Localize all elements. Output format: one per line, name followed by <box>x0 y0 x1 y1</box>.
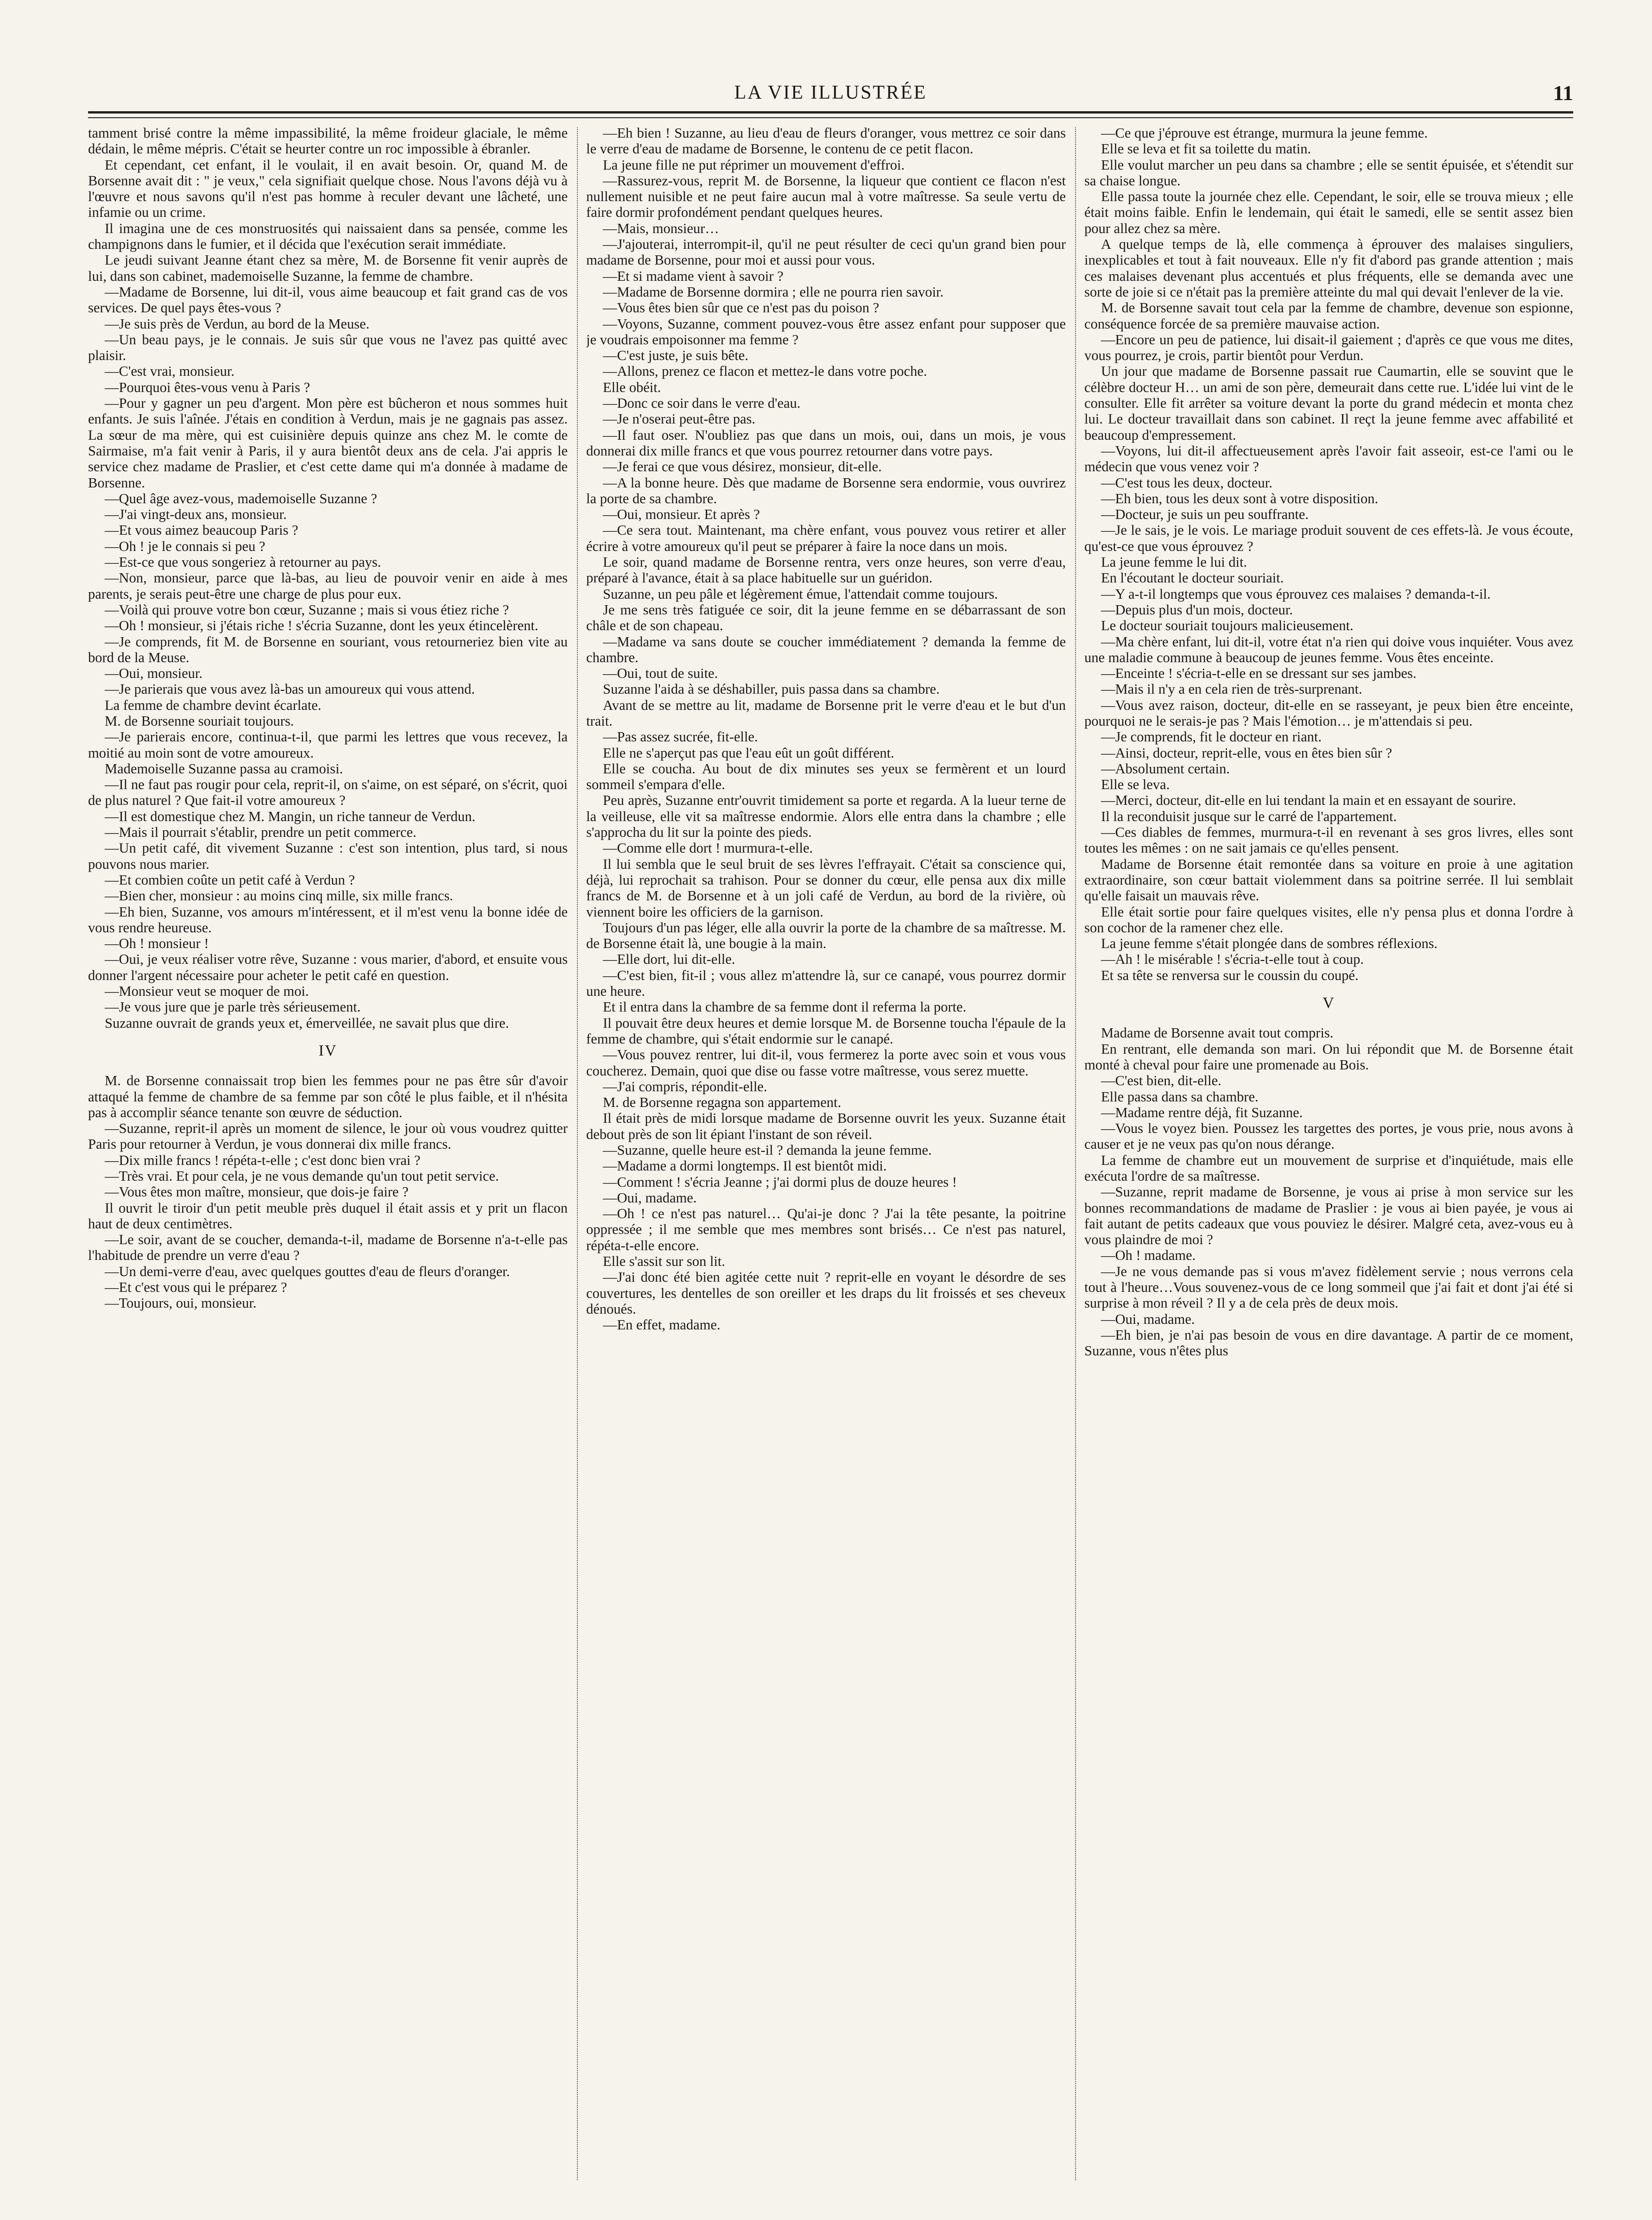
paragraph: —Oui, monsieur. Et après ? <box>603 506 760 523</box>
paragraph: Peu après, Suzanne entr'ouvrit timidement sa porte et regarda. A la lueur terne de la veilleuse, elle vit sa maîtresse endormie. Alors elle entra dans la chambre ; elle s'approcha du lit sur la pointe des pieds. <box>586 792 1066 841</box>
paragraph: —C'est bien, dit-elle. <box>1101 1073 1222 1089</box>
paragraph: —Toujours, oui, monsieur. <box>105 1295 257 1311</box>
paragraph: —Pour y gagner un peu d'argent. Mon père est bûcheron et nous sommes huit enfants. Je suis l'aînée. J'étais en condition à Verdun, mais je ne gagnais pas assez. La sœur de ma mère, qui est cuisinière depuis quinze ans chez M. le comte de Sairmaise, m'a fait venir à Paris, il y aura bientôt deux ans de cela. J'ai appris le service chez madame de Praslier, et c'est cette dame qui m'a donnée à madame de Borsenne. <box>88 395 568 491</box>
paragraph: —Madame a dormi longtemps. Il est bientôt midi. <box>603 1158 887 1174</box>
section-heading: V <box>1323 994 1335 1012</box>
paragraph: Elle se leva. <box>1101 777 1170 793</box>
paragraph: —Il faut oser. N'oubliez pas que dans un mois, oui, dans un mois, je vous donnerai dix mille francs et que vous pourrez retourner dans votre pays. <box>586 427 1066 459</box>
paragraph: —Depuis plus d'un mois, docteur. <box>1101 601 1293 618</box>
paragraph: Et sa tête se renversa sur le coussin du coupé. <box>1101 967 1359 983</box>
paragraph: Suzanne ouvrait de grands yeux et, émerveillée, ne savait plus que dire. <box>105 1015 509 1031</box>
paragraph: —Oui, je veux réaliser votre rêve, Suzanne : vous marier, d'abord, et ensuite vous donner l'argent nécessaire pour acheter le petit café en question. <box>88 951 568 983</box>
paragraph: Un jour que madame de Borsenne passait rue Caumartin, elle se souvint que le célèbre docteur H… un ami de son père, demeurait dans cette rue. L'idée lui vint de le consulter. Elle fit arrêter sa voiture devant la porte du grand médecin et monta chez lui. Le docteur travaillait dans son cabinet. Il reçt la jeune femme avec affabilité et beaucoup d'empressement. <box>1084 363 1573 443</box>
paragraph: —Mais il n'y a en cela rien de très-surprenant. <box>1101 681 1362 697</box>
paragraph: Le docteur souriait toujours malicieusement. <box>1101 618 1354 634</box>
paragraph: Il la reconduisit jusque sur le carré de l'appartement. <box>1101 808 1397 824</box>
paragraph: —Oh ! monsieur, si j'étais riche ! s'écria Suzanne, dont les yeux étincelèrent. <box>105 618 538 634</box>
paragraph: M. de Borsenne regagna son appartement. <box>603 1094 842 1111</box>
paragraph: —Allons, prenez ce flacon et mettez-le dans votre poche. <box>603 363 927 379</box>
page-header <box>88 79 1573 116</box>
paragraph: —Rassurez-vous, reprit M. de Borsenne, la liqueur que contient ce flacon n'est nullement nuisible et ne peut faire aucun mal à votre maîtresse. Sa seule vertu de faire dormir profondément pendant quelques heures. <box>586 172 1066 221</box>
paragraph: —Donc ce soir dans le verre d'eau. <box>603 395 801 411</box>
paragraph: —Le soir, avant de se coucher, demanda-t-il, madame de Borsenne n'a-t-elle pas l'habitude de prendre un verre d'eau ? <box>88 1232 568 1264</box>
paragraph: —Ce sera tout. Maintenant, ma chère enfant, vous pouvez vous retirer et aller écrire à votre amoureux qu'il peut se préparer à faire la noce dans un mois. <box>586 522 1066 554</box>
paragraph: —Je le sais, je le vois. Le mariage produit souvent de ces effets-là. Je vous écoute, qu'est-ce que vous éprouvez ? <box>1084 522 1573 554</box>
paragraph: —Et combien coûte un petit café à Verdun ? <box>105 872 355 888</box>
paragraph: Mademoiselle Suzanne passa au cramoisi. <box>105 760 343 777</box>
paragraph: —Mais, monsieur… <box>603 220 719 236</box>
paragraph: Il ouvrit le tiroir d'un petit meuble près duquel il était assis et y prit un flacon haut de deux centimètres. <box>88 1200 568 1232</box>
paragraph: —Comme elle dort ! murmura-t-elle. <box>603 840 813 856</box>
paragraph: M. de Borsenne connaissait trop bien les femmes pour ne pas être sûr d'avoir attaqué la femme de chambre de sa femme par son côté le plus faible, et il n'hésita pas à accomplir séance tenante son œuvre de séduction. <box>88 1073 568 1120</box>
column-separator <box>1075 127 1076 2180</box>
paragraph: —Merci, docteur, dit-elle en lui tendant la main et en essayant de sourire. <box>1101 792 1516 809</box>
paragraph: Et il entra dans la chambre de sa femme dont il referma la porte. <box>603 999 967 1015</box>
paragraph: —C'est vrai, monsieur. <box>105 363 234 379</box>
paragraph: —Je parierais encore, continua-t-il, que parmi les lettres que vous recevez, la moitié au moin sont de votre amoureux. <box>88 729 568 761</box>
paragraph: —Je parierais que vous avez là-bas un amoureux qui vous attend. <box>105 681 475 697</box>
paragraph: —C'est tous les deux, docteur. <box>1101 474 1272 491</box>
paragraph: —Vous avez raison, docteur, dit-elle en se rasseyant, je peux bien être enceinte, pourquoi ne le serais-je pas ? Mais l'émotion… je m'attendais si peu. <box>1084 697 1573 729</box>
paragraph: —Eh bien, tous les deux sont à votre disposition. <box>1101 490 1379 506</box>
paragraph: —Voyons, lui dit-il affectueusement après l'avoir fait asseoir, est-ce l'ami ou le médecin que vous venez voir ? <box>1084 443 1573 475</box>
header-rule-thick <box>88 111 1573 114</box>
paragraph: —Bien cher, monsieur : au moins cinq mille, six mille francs. <box>105 888 453 904</box>
paragraph: —Je ferai ce que vous désirez, monsieur, dit-elle. <box>603 459 882 475</box>
paragraph: —Vous le voyez bien. Poussez les targettes des portes, je vous prie, nous avons à causer et je ne veux pas qu'on nous dérange. <box>1084 1120 1573 1152</box>
paragraph: Elle s'assit sur son lit. <box>603 1253 725 1270</box>
paragraph: —Oh ! je le connais si peu ? <box>105 538 266 554</box>
paragraph: —Je vous jure que je parle très sérieusement. <box>105 999 361 1015</box>
paragraph: —Ce que j'éprouve est étrange, murmura la jeune femme. <box>1101 125 1428 141</box>
paragraph: —Oh ! monsieur ! <box>105 936 209 952</box>
paragraph: —Quel âge avez-vous, mademoiselle Suzanne ? <box>105 490 377 506</box>
paragraph: —Eh bien, je n'ai pas besoin de vous en dire davantage. A partir de ce moment, Suzanne, vous n'êtes plus <box>1084 1327 1573 1359</box>
text-column-1 <box>88 125 568 2182</box>
paragraph: Elle ne s'aperçut pas que l'eau eût un goût différent. <box>603 745 894 761</box>
paragraph: La jeune femme s'était plongée dans de sombres réflexions. <box>1101 936 1438 952</box>
paragraph: —Voyons, Suzanne, comment pouvez-vous être assez enfant pour supposer que je voudrais empoisonner ma femme ? <box>586 316 1066 348</box>
paragraph: —Non, monsieur, parce que là-bas, au lieu de pouvoir venir en aide à mes parents, je serais peut-être une charge de plus pour eux. <box>88 570 568 602</box>
paragraph: —A la bonne heure. Dès que madame de Borsenne sera endormie, vous ouvrirez la porte de sa chambre. <box>586 474 1066 506</box>
paragraph: —Je n'oserai peut-être pas. <box>603 411 756 427</box>
paragraph: Elle passa toute la journée chez elle. Cependant, le soir, elle se trouva mieux ; elle était moins faible. Enfin le lendemain, qui était le samedi, elle se sentit assez bien pour allez chez sa mère. <box>1084 189 1573 236</box>
column-separator <box>577 127 578 2180</box>
paragraph: —Un petit café, dit vivement Suzanne : c'est son intention, plus tard, si nous pouvons nous marier. <box>88 840 568 872</box>
paragraph: —Ainsi, docteur, reprit-elle, vous en êtes bien sûr ? <box>1101 745 1392 761</box>
paragraph: —Voilà qui prouve votre bon cœur, Suzanne ; mais si vous étiez riche ? <box>105 601 509 618</box>
paragraph: —J'ai vingt-deux ans, monsieur. <box>105 506 287 523</box>
paragraph: —Un beau pays, je le connais. Je suis sûr que vous ne l'avez pas quitté avec plaisir. <box>88 331 568 364</box>
paragraph: —Vous êtes bien sûr que ce n'est pas du poison ? <box>603 300 880 316</box>
paragraph: —Très vrai. Et pour cela, je ne vous demande qu'un tout petit service. <box>105 1168 499 1184</box>
paragraph: Il lui sembla que le seul bruit de ses lèvres l'effrayait. C'était sa conscience qui, déjà, lui reprochait sa trahison. Pour se donner du cœur, elle pensa aux dix mille francs de M. de Borsenne et à un joli café de Verdun, au bord de la rivière, où viennent boire les officiers de la garnison. <box>586 856 1066 920</box>
paragraph: —Encore un peu de patience, lui disait-il gaiement ; d'après ce que vous me dites, vous pourrez, je crois, partir bientôt pour Verdun. <box>1084 331 1573 364</box>
paragraph: M. de Borsenne savait tout cela par la femme de chambre, devenue son espionne, conséquence forcée de sa première mauvaise action. <box>1084 300 1573 332</box>
paragraph: Elle passa dans sa chambre. <box>1101 1088 1259 1105</box>
paragraph: —Elle dort, lui dit-elle. <box>603 951 735 968</box>
paragraph: —J'ai compris, répondit-elle. <box>603 1078 767 1094</box>
paragraph: —Pourquoi êtes-vous venu à Paris ? <box>105 379 310 395</box>
text-column-3 <box>1084 125 1573 2182</box>
paragraph: —Est-ce que vous songeriez à retourner au pays. <box>105 554 381 570</box>
paragraph: —Je suis près de Verdun, au bord de la Meuse. <box>105 316 370 332</box>
paragraph: En l'écoutant le docteur souriait. <box>1101 570 1284 586</box>
paragraph: Elle voulut marcher un peu dans sa chambre ; elle se sentit épuisée, et s'étendit sur sa chaise longue. <box>1084 157 1573 189</box>
paragraph: —Enceinte ! s'écria-t-elle en se dressant sur ses jambes. <box>1101 665 1417 682</box>
paragraph: En rentrant, elle demanda son mari. On lui répondit que M. de Borsenne était monté à cheval pour faire une promenade au Bois. <box>1084 1041 1573 1073</box>
paragraph: M. de Borsenne souriait toujours. <box>105 713 294 729</box>
paragraph: Je me sens très fatiguée ce soir, dit la jeune femme en se débarrassant de son châle et de son chapeau. <box>586 601 1066 634</box>
paragraph: Madame de Borsenne avait tout compris. <box>1101 1025 1334 1041</box>
paragraph: —Suzanne, quelle heure est-il ? demanda la jeune femme. <box>603 1142 932 1158</box>
page-number: 11 <box>1553 81 1573 105</box>
paragraph: Il imagina une de ces monstruosités qui naissaient dans sa pensée, comme les champignons dans le fumier, et il décida que l'exécution serait immédiate. <box>88 220 568 253</box>
paragraph: —Eh bien, Suzanne, vos amours m'intéressent, et il m'est venu la bonne idée de vous rendre heureuse. <box>88 904 568 936</box>
paragraph: —Madame va sans doute se coucher immédiatement ? demanda la femme de chambre. <box>586 633 1066 665</box>
paragraph: Il pouvait être deux heures et demie lorsque M. de Borsenne toucha l'épaule de la femme de chambre, qui s'était endormie sur le canapé. <box>586 1015 1066 1047</box>
paragraph: —Mais il pourrait s'établir, prendre un petit commerce. <box>105 824 417 841</box>
paragraph: Suzanne l'aida à se déshabiller, puis passa dans sa chambre. <box>603 681 940 697</box>
paragraph: —C'est juste, je suis bête. <box>603 348 748 364</box>
paragraph: —Y a-t-il longtemps que vous éprouvez ces malaises ? demanda-t-il. <box>1101 586 1491 602</box>
paragraph: Suzanne, un peu pâle et légèrement émue, l'attendait comme toujours. <box>603 586 998 602</box>
paragraph: —Suzanne, reprit madame de Borsenne, je vous ai prise à mon service sur les bonnes recommandations de madame de Praslier : je vous ai bien payée, je vous ai fait autant de petits cadeaux que vous pouviez le désirer. Malgré ceta, avez-vous eu à vous plaindre de moi ? <box>1084 1184 1573 1248</box>
paragraph: tamment brisé contre la même impassibilité, la même froideur glaciale, le même dédain, le même mépris. C'était se heurter contre un roc impossible à ébranler. <box>88 125 568 157</box>
paragraph: —Oh ! ce n'est pas naturel… Qu'ai-je donc ? J'ai la tête pesante, la poitrine oppressée ; il me semble que mes membres sont brisés… Ce n'est pas naturel, répéta-t-elle encore. <box>586 1206 1066 1253</box>
paragraph: —Il ne faut pas rougir pour cela, reprit-il, on s'aime, on est séparé, on s'écrit, quoi de plus naturel ? Que fait-il votre amoureux ? <box>88 777 568 809</box>
paragraph: —Vous pouvez rentrer, lui dit-il, vous fermerez la porte avec soin et vous vous coucherez. Demain, quoi que dise ou fasse votre maîtresse, vous serez muette. <box>586 1047 1066 1079</box>
paragraph: Elle se leva et fit sa toilette du matin. <box>1101 141 1311 157</box>
paragraph: —Pas assez sucrée, fit-elle. <box>603 729 758 745</box>
paragraph: —Suzanne, reprit-il après un moment de silence, le jour où vous voudrez quitter Paris pour retourner à Verdun, je vous donnerai dix mille francs. <box>88 1120 568 1152</box>
paragraph: —Madame rentre déjà, fit Suzanne. <box>1101 1104 1303 1120</box>
paragraph: Et cependant, cet enfant, il le voulait, il en avait besoin. Or, quand M. de Borsenne avait dit : " je veux," cela signifiait quelque chose. Nous l'avons déjà vu à l'œuvre et nous savons qu'il n'est pas homme à reculer devant une lâcheté, une infamie ou un crime. <box>88 157 568 221</box>
paragraph: A quelque temps de là, elle commença à éprouver des malaises singuliers, inexplicables et tout à fait nouveaux. Elle n'y fit d'abord pas grande attention ; mais ces malaises devenant plus accentués et plus fréquents, elle se demanda avec une sorte de joie si ce n'était pas la première atteinte du mal qui devait l'enlever de la vie. <box>1084 236 1573 300</box>
paragraph: Il était près de midi lorsque madame de Borsenne ouvrit les yeux. Suzanne était debout près de son lit épiant l'instant de son réveil. <box>586 1110 1066 1142</box>
paragraph: Le soir, quand madame de Borsenne rentra, vers onze heures, son verre d'eau, préparé à l'avance, était à sa place habituelle sur un guéridon. <box>586 554 1066 586</box>
paragraph: La jeune fille ne put réprimer un mouvement d'effroi. <box>603 157 905 173</box>
paragraph: —Oui, monsieur. <box>105 665 203 682</box>
paragraph: —Et si madame vient à savoir ? <box>603 268 784 284</box>
paragraph: —Absolument certain. <box>1101 760 1230 777</box>
masthead-title: LA VIE ILLUSTRÉE <box>734 82 927 103</box>
paragraph: —J'ai donc été bien agitée cette nuit ? reprit-elle en voyant le désordre de ses couvertures, les dentelles de son oreiller et les draps du lit froissés et ses cheveux dénoués. <box>586 1269 1066 1317</box>
paragraph: Madame de Borsenne était remontée dans sa voiture en proie à une agitation extraordinaire, son cœur battait violemment dans sa poitrine serrée. Il lui semblait qu'elle faisait un mauvais rêve. <box>1084 856 1573 904</box>
paragraph: Elle était sortie pour faire quelques visites, elle n'y pensa plus et donna l'ordre à son cochor de la ramener chez elle. <box>1084 904 1573 936</box>
paragraph: —Je ne vous demande pas si vous m'avez fidèlement servie ; nous verrons cela tout à l'heure…Vous souvenez-vous de ce long sommeil que j'ai fait et dont j'ai été si surprise à mon réveil ? Il y a de cela près de deux mois. <box>1084 1263 1573 1311</box>
paragraph: La femme de chambre devint écarlate. <box>105 697 322 713</box>
paragraph: —Ces diables de femmes, murmura-t-il en revenant à ses gros livres, elles sont toutes les mêmes : on ne sait jamais ce qu'elles pensent. <box>1084 824 1573 856</box>
paragraph: Le jeudi suivant Jeanne étant chez sa mère, M. de Borsenne fit venir auprès de lui, dans son cabinet, mademoiselle Suzanne, la femme de chambre. <box>88 252 568 284</box>
paragraph: —Vous êtes mon maître, monsieur, que dois-je faire ? <box>105 1184 409 1200</box>
paragraph: —Oh ! madame. <box>1101 1247 1196 1264</box>
paragraph: —Il est domestique chez M. Mangin, un riche tanneur de Verdun. <box>105 808 475 824</box>
paragraph: —Un demi-verre d'eau, avec quelques gouttes d'eau de fleurs d'oranger. <box>105 1263 510 1279</box>
paragraph: —Et c'est vous qui le préparez ? <box>105 1279 287 1296</box>
paragraph: —Madame de Borsenne, lui dit-il, vous aime beaucoup et fait grand cas de vos services. De quel pays êtes-vous ? <box>88 284 568 316</box>
text-column-2 <box>586 125 1066 2182</box>
paragraph: Avant de se mettre au lit, madame de Borsenne prit le verre d'eau et le but d'un trait. <box>586 697 1066 729</box>
paragraph: —Monsieur veut se moquer de moi. <box>105 983 309 999</box>
paragraph: —Oui, madame. <box>1101 1311 1195 1327</box>
paragraph: —En effet, madame. <box>603 1317 721 1333</box>
header-rule-thin <box>88 117 1573 118</box>
paragraph: —Comment ! s'écria Jeanne ; j'ai dormi plus de douze heures ! <box>603 1174 957 1190</box>
paragraph: —Et vous aimez beaucoup Paris ? <box>105 522 298 538</box>
paragraph: —Eh bien ! Suzanne, au lieu d'eau de fleurs d'oranger, vous mettrez ce soir dans le verre d'eau de madame de Borsenne, le contenu de ce petit flacon. <box>586 125 1066 157</box>
paragraph: —Ma chère enfant, lui dit-il, votre état n'a rien qui doive vous inquiéter. Vous avez une maladie commune à beaucoup de jeunes femme. Vous êtes enceinte. <box>1084 633 1573 665</box>
paragraph: —Ah ! le misérable ! s'écria-t-elle tout à coup. <box>1101 951 1364 968</box>
paragraph: La femme de chambre eut un mouvement de surprise et d'inquiétude, mais elle exécuta l'ordre de sa maîtresse. <box>1084 1152 1573 1184</box>
paragraph: La jeune femme le lui dit. <box>1101 554 1247 570</box>
paragraph: —Dix mille francs ! répéta-t-elle ; c'est donc bien vrai ? <box>105 1152 421 1168</box>
paragraph: —Oui, madame. <box>603 1189 697 1206</box>
paragraph: —Docteur, je suis un peu souffrante. <box>1101 506 1309 523</box>
paragraph: —J'ajouterai, interrompit-il, qu'il ne peut résulter de ceci qu'un grand bien pour madame de Borsenne, pour moi et aussi pour vous. <box>586 236 1066 268</box>
section-heading: IV <box>318 1042 337 1059</box>
paragraph: Elle obéit. <box>603 379 661 395</box>
paragraph: Elle se coucha. Au bout de dix minutes ses yeux se fermèrent et un lourd sommeil s'empara d'elle. <box>586 760 1066 793</box>
paragraph: —C'est bien, fit-il ; vous allez m'attendre là, sur ce canapé, vous pourrez dormir une heure. <box>586 967 1066 999</box>
paragraph: —Madame de Borsenne dormira ; elle ne pourra rien savoir. <box>603 284 944 300</box>
paragraph: —Je comprends, fit M. de Borsenne en souriant, vous retourneriez bien vite au bord de la Meuse. <box>88 633 568 665</box>
paragraph: Toujours d'un pas léger, elle alla ouvrir la porte de la chambre de sa maîtresse. M. de Borsenne était là, une bougie à la main. <box>586 919 1066 952</box>
paragraph: —Oui, tout de suite. <box>603 665 718 682</box>
paragraph: —Je comprends, fit le docteur en riant. <box>1101 729 1322 745</box>
